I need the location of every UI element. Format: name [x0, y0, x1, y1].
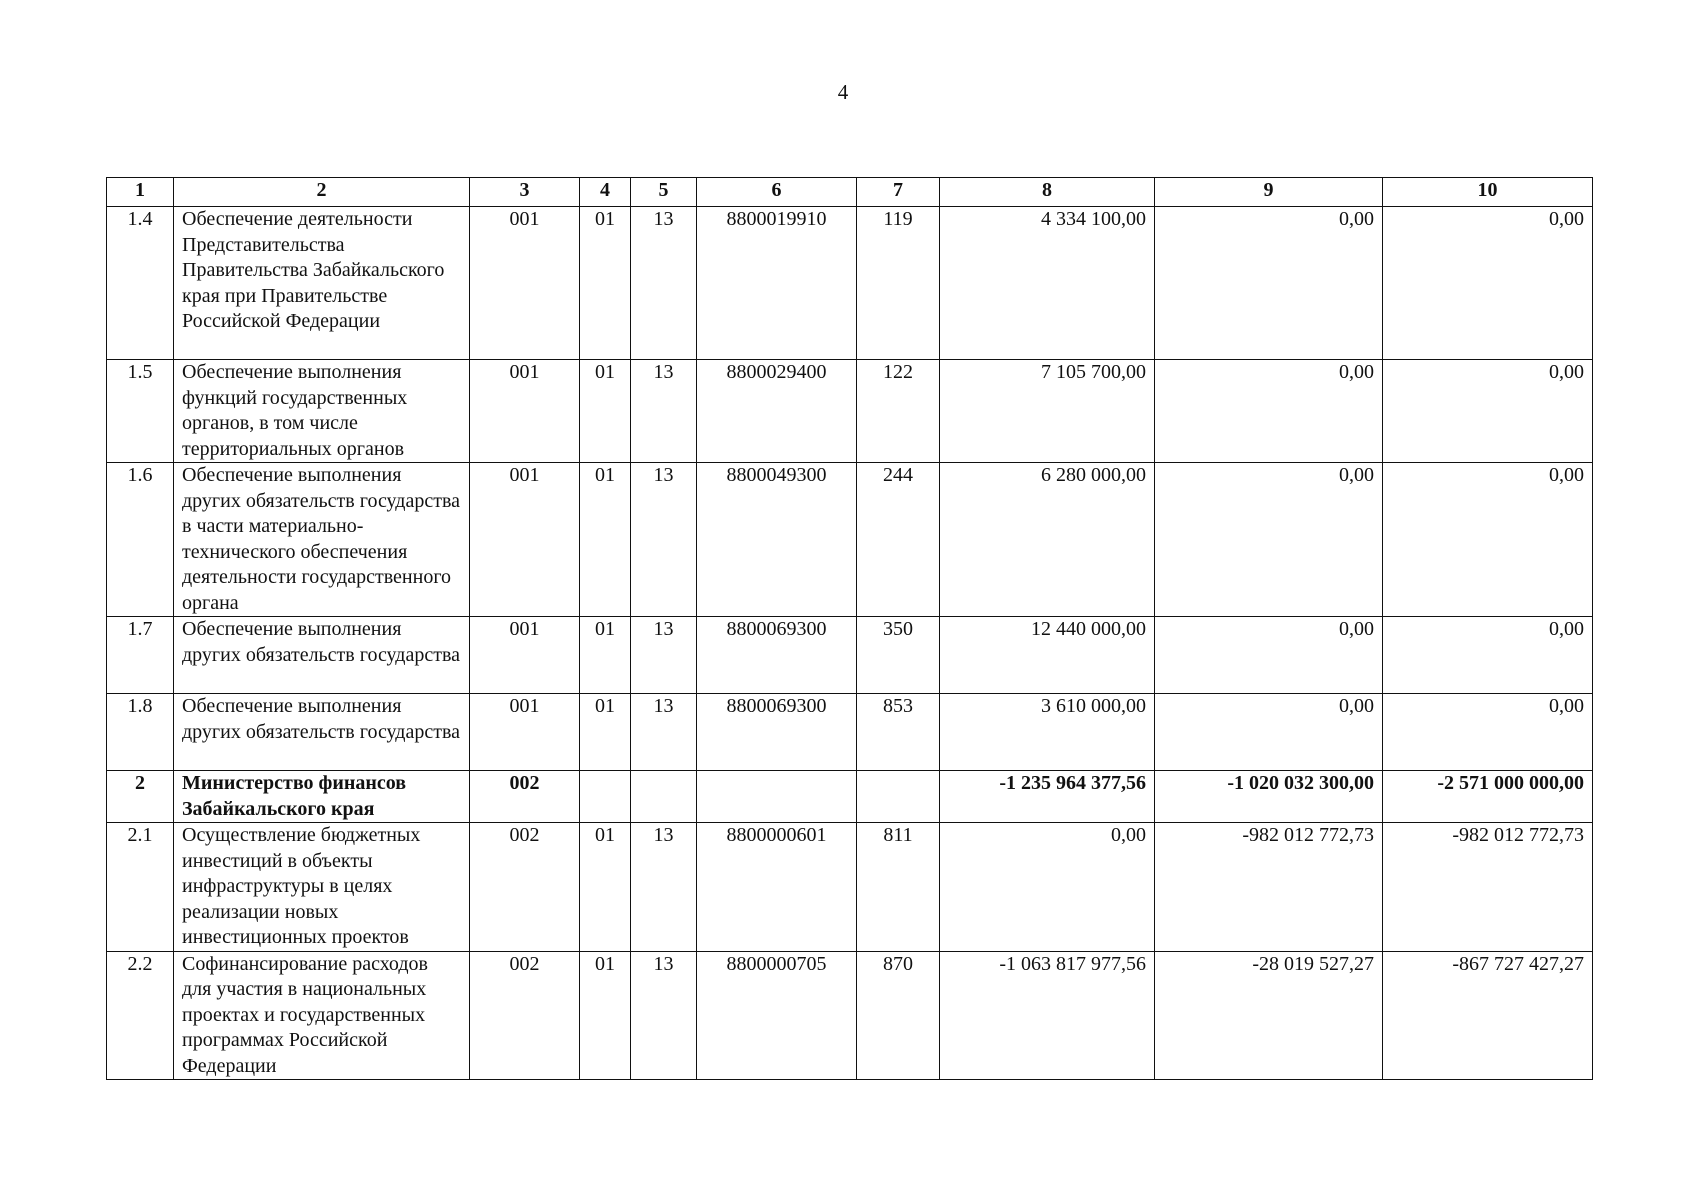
row-number: 1.4	[107, 207, 174, 360]
table-row	[107, 207, 1593, 360]
row-description: Осуществление бюджетных инвестиций в объекты инфраструктуры в целях реализации новых инвестиционных проектов	[174, 823, 470, 952]
amount-col8: 7 105 700,00	[940, 360, 1155, 463]
amount-col9: 0,00	[1155, 207, 1383, 360]
amount-col10: 0,00	[1383, 207, 1593, 360]
amount-col9: -28 019 527,27	[1155, 951, 1383, 1080]
code-section: 01	[580, 823, 631, 952]
code-ministry: 002	[470, 823, 580, 952]
code-section: 01	[580, 360, 631, 463]
code-section: 01	[580, 694, 631, 771]
code-section: 01	[580, 951, 631, 1080]
code-target-article: 8800069300	[697, 617, 857, 694]
code-section: 01	[580, 463, 631, 617]
row-number: 2.2	[107, 951, 174, 1080]
amount-col10: 0,00	[1383, 617, 1593, 694]
code-expense-type: 811	[857, 823, 940, 952]
code-expense-type: 853	[857, 694, 940, 771]
amount-col8: 3 610 000,00	[940, 694, 1155, 771]
code-target-article: 8800049300	[697, 463, 857, 617]
table-row	[107, 823, 1593, 952]
row-description: Софинансирование расходов для участия в национальных проектах и государственных программах Российской Федерации	[174, 951, 470, 1080]
code-subsection: 13	[631, 360, 697, 463]
column-header: 3	[470, 178, 580, 207]
amount-col8: -1 235 964 377,56	[940, 771, 1155, 823]
column-header: 5	[631, 178, 697, 207]
code-expense-type	[857, 771, 940, 823]
code-target-article: 8800029400	[697, 360, 857, 463]
amount-col10: -982 012 772,73	[1383, 823, 1593, 952]
code-expense-type: 350	[857, 617, 940, 694]
code-target-article: 8800000705	[697, 951, 857, 1080]
code-target-article	[697, 771, 857, 823]
amount-col9: 0,00	[1155, 360, 1383, 463]
code-target-article: 8800000601	[697, 823, 857, 952]
column-header: 10	[1383, 178, 1593, 207]
amount-col10: 0,00	[1383, 360, 1593, 463]
amount-col8: 4 334 100,00	[940, 207, 1155, 360]
row-number: 1.6	[107, 463, 174, 617]
row-description: Обеспечение выполнения других обязательств государства	[174, 694, 470, 771]
code-section: 01	[580, 207, 631, 360]
row-description: Обеспечение выполнения других обязательств государства в части материально-технического обеспечения деятельности государственного органа	[174, 463, 470, 617]
row-description: Обеспечение выполнения функций государственных органов, в том числе территориальных органов	[174, 360, 470, 463]
column-header: 9	[1155, 178, 1383, 207]
amount-col8: -1 063 817 977,56	[940, 951, 1155, 1080]
code-ministry: 001	[470, 617, 580, 694]
row-number: 1.5	[107, 360, 174, 463]
header-row	[107, 178, 1593, 207]
code-ministry: 001	[470, 207, 580, 360]
amount-col8: 0,00	[940, 823, 1155, 952]
code-expense-type: 870	[857, 951, 940, 1080]
amount-col10: 0,00	[1383, 694, 1593, 771]
row-description: Обеспечение деятельности Представительства Правительства Забайкальского края при Правительстве Российской Федерации	[174, 207, 470, 360]
row-number: 2	[107, 771, 174, 823]
amount-col9: 0,00	[1155, 617, 1383, 694]
code-ministry: 001	[470, 694, 580, 771]
code-ministry: 001	[470, 463, 580, 617]
column-header: 6	[697, 178, 857, 207]
code-expense-type: 244	[857, 463, 940, 617]
row-description: Обеспечение выполнения других обязательств государства	[174, 617, 470, 694]
column-header: 1	[107, 178, 174, 207]
code-section: 01	[580, 617, 631, 694]
table-row	[107, 694, 1593, 771]
amount-col9: -982 012 772,73	[1155, 823, 1383, 952]
row-description: Министерство финансов Забайкальского края	[174, 771, 470, 823]
amount-col8: 6 280 000,00	[940, 463, 1155, 617]
code-subsection: 13	[631, 951, 697, 1080]
amount-col9: 0,00	[1155, 694, 1383, 771]
table-row	[107, 463, 1593, 617]
column-header: 8	[940, 178, 1155, 207]
code-expense-type: 119	[857, 207, 940, 360]
table-row	[107, 617, 1593, 694]
code-expense-type: 122	[857, 360, 940, 463]
code-subsection: 13	[631, 617, 697, 694]
code-subsection: 13	[631, 207, 697, 360]
code-section	[580, 771, 631, 823]
code-subsection: 13	[631, 823, 697, 952]
code-target-article: 8800069300	[697, 694, 857, 771]
code-ministry: 002	[470, 771, 580, 823]
code-ministry: 001	[470, 360, 580, 463]
row-number: 1.7	[107, 617, 174, 694]
column-header: 4	[580, 178, 631, 207]
amount-col8: 12 440 000,00	[940, 617, 1155, 694]
table-row	[107, 951, 1593, 1080]
code-subsection	[631, 771, 697, 823]
code-ministry: 002	[470, 951, 580, 1080]
table-row	[107, 360, 1593, 463]
amount-col10: -2 571 000 000,00	[1383, 771, 1593, 823]
amount-col9: 0,00	[1155, 463, 1383, 617]
row-number: 2.1	[107, 823, 174, 952]
table-row-total	[107, 771, 1593, 823]
amount-col10: -867 727 427,27	[1383, 951, 1593, 1080]
code-subsection: 13	[631, 694, 697, 771]
column-header: 7	[857, 178, 940, 207]
page-number: 4	[837, 80, 849, 104]
amount-col10: 0,00	[1383, 463, 1593, 617]
amount-col9: -1 020 032 300,00	[1155, 771, 1383, 823]
budget-table	[106, 177, 1593, 1080]
column-header: 2	[174, 178, 470, 207]
code-target-article: 8800019910	[697, 207, 857, 360]
row-number: 1.8	[107, 694, 174, 771]
code-subsection: 13	[631, 463, 697, 617]
